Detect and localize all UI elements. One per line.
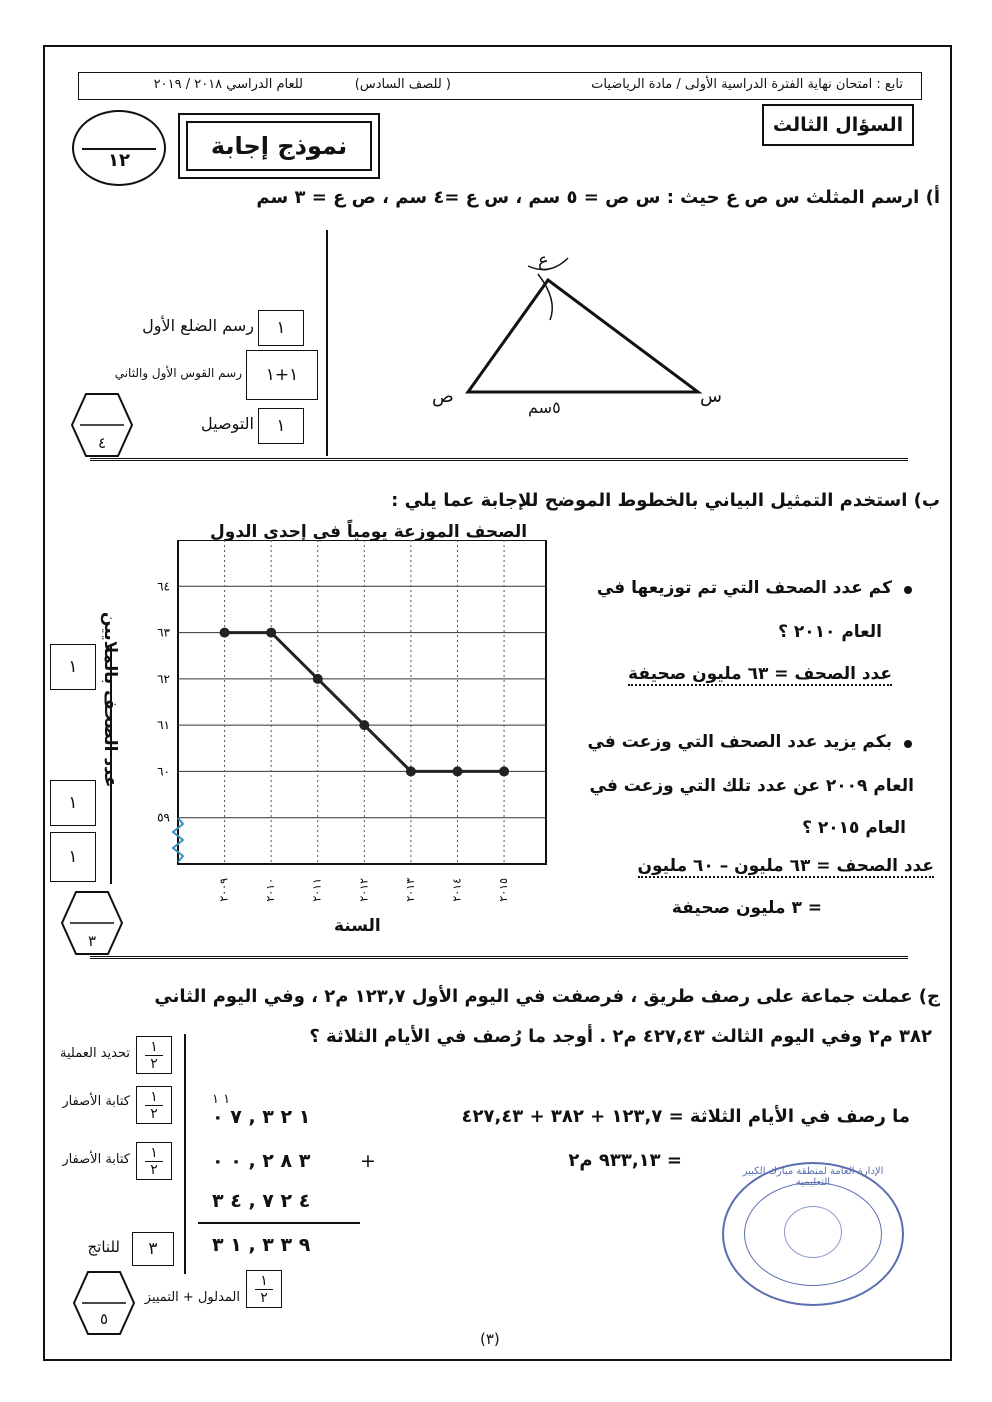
- rubric-a-score-1: ١: [258, 310, 304, 346]
- stamp-emblem-icon: [784, 1206, 842, 1258]
- total-score-circle: [72, 110, 166, 186]
- y-tick-label: ٦٢: [157, 671, 170, 686]
- part-c-answer-line2: = ٩٣٣,١٣ م٢: [568, 1150, 682, 1171]
- part-b-divider: [110, 644, 112, 884]
- data-point: [406, 766, 416, 776]
- header-grade: ( للصف السادس): [354, 77, 451, 92]
- line-chart: [130, 540, 560, 910]
- data-point: [266, 628, 276, 638]
- q1-answer: عدد الصحف = ٦٣ مليون صحيفة: [628, 664, 892, 684]
- x-tick-label: ٢٠١٢: [357, 878, 371, 902]
- y-tick-label: ٦٠: [157, 764, 170, 779]
- q2-line3: العام ٢٠١٥ ؟: [802, 818, 906, 838]
- vertex-top-label: ع: [538, 250, 549, 271]
- section-c-score: ٥: [99, 1310, 109, 1328]
- section-b-score: ٣: [87, 932, 97, 950]
- x-tick-label: ٢٠٠٩: [217, 878, 231, 902]
- chart-plot-area: [178, 540, 546, 864]
- base-length-label: ٥سم: [528, 398, 561, 417]
- part-c-divider: [184, 1034, 186, 1274]
- bullet-2: [904, 740, 912, 748]
- x-tick-label: ٢٠١٣: [403, 878, 417, 902]
- part-c-answer-line1: ما رصف في الأيام الثلاثة = ١٢٣,٧ + ٣٨٢ + ٤٢٧,٤٣: [461, 1106, 910, 1127]
- bullet-1: [904, 586, 912, 594]
- q2-answer2: = ٣ مليون صحيفة: [671, 898, 822, 918]
- data-point: [359, 720, 369, 730]
- q2-answer1: عدد الصحف = ٦٣ مليون – ٦٠ مليون: [637, 856, 934, 876]
- part-c-prompt-line1: ج) عملت جماعة على رصف طريق ، فرصفت في اليوم الأول ١٢٣,٧ م٢ ، وفي اليوم الثاني: [154, 986, 940, 1007]
- official-stamp: [722, 1162, 904, 1306]
- vertex-right-label: س: [700, 386, 722, 407]
- rubric-a-label-2: رسم القوس الأول والثاني: [114, 366, 242, 380]
- question-title: السؤال الثالث: [762, 104, 914, 146]
- chart-y-label: عدد الصحف بالملايين: [100, 612, 120, 788]
- y-tick-label: ٦٤: [157, 579, 170, 594]
- q2-line2: العام ٢٠٠٩ عن عدد تلك التي وزعت في: [589, 776, 914, 796]
- header-year: للعام الدراسي ٢٠١٨ / ٢٠١٩: [153, 77, 303, 92]
- chart-title: الصحف الموزعة يومياً في إحدى الدول: [210, 522, 528, 542]
- addend-1: ١ ٢ ٣ , ٧ ٠: [212, 1106, 311, 1128]
- rubric-c-score-3: ١ ٢: [136, 1142, 172, 1180]
- rubric-c-label-4: للناتج: [87, 1238, 120, 1256]
- part-c-prompt-line2: ٣٨٢ م٢ وفي اليوم الثالث ٤٢٧,٤٣ م٢ . أوجد ما رُصف في الأيام الثلاثة ؟: [309, 1026, 932, 1047]
- separator-2: [90, 956, 908, 959]
- y-tick-label: ٦١: [157, 718, 170, 733]
- x-tick-label: ٢٠١٤: [450, 878, 464, 902]
- section-a-score: ٤: [97, 434, 107, 452]
- data-point: [220, 628, 230, 638]
- exam-header: [78, 72, 922, 100]
- q2-line1: بكم يزيد عدد الصحف التي وزعت في: [587, 732, 892, 752]
- q1-line2: العام ٢٠١٠ ؟: [778, 622, 882, 642]
- x-tick-label: ٢٠١٠: [264, 878, 278, 902]
- rubric-a-score-2: ١+١: [246, 350, 318, 400]
- sum-line: [198, 1222, 360, 1224]
- plus-sign: +: [360, 1150, 376, 1172]
- rubric-c-score-2: ١ ٢: [136, 1086, 172, 1124]
- answer-key-frame: [178, 113, 380, 179]
- data-point: [313, 674, 323, 684]
- addend-2: ٣ ٨ ٢ , ٠ ٠: [212, 1150, 311, 1172]
- rubric-c-label-3: كتابة الأصفار: [62, 1152, 130, 1167]
- vertex-left-label: ص: [432, 386, 454, 407]
- rubric-b-score-1: ١: [50, 644, 96, 690]
- page-number: (٣): [480, 1330, 500, 1348]
- carry-digits: ١ ١: [212, 1092, 231, 1107]
- rubric-c-label-2: كتابة الأصفار: [62, 1094, 130, 1109]
- x-tick-label: ٢٠١١: [310, 878, 324, 902]
- answer-key-title: نموذج إجابة: [186, 121, 372, 171]
- data-point: [452, 766, 462, 776]
- rubric-a-score-3: ١: [258, 408, 304, 444]
- header-exam-title: تابع : امتحان نهاية الفترة الدراسية الأولى / مادة الرياضيات: [591, 77, 903, 92]
- total-score: ١٢: [108, 150, 130, 171]
- part-a-prompt: أ) ارسم المثلث س ص ع حيث : س ص = ٥ سم ، س ع =٤ سم ، ص ع = ٣ سم: [256, 187, 940, 208]
- y-tick-label: ٥٩: [157, 810, 170, 825]
- separator-1: [90, 458, 908, 461]
- part-a-divider: [326, 230, 328, 456]
- addend-3: ٤ ٢ ٧ , ٤ ٣: [212, 1190, 311, 1212]
- data-point: [499, 766, 509, 776]
- rubric-a-label-1: رسم الضلع الأول: [142, 316, 254, 335]
- stamp-text: الإدارة العامة لمنطقة مبارك الكبير التعليمية: [742, 1166, 884, 1188]
- rubric-a-label-3: التوصيل: [201, 414, 254, 433]
- chart-x-label: السنة: [334, 916, 381, 936]
- y-tick-label: ٦٣: [157, 625, 170, 640]
- rubric-b-score-2: ١: [50, 780, 96, 826]
- rubric-c-score-1: ١ ٢: [136, 1036, 172, 1074]
- q1-line1: كم عدد الصحف التي تم توزيعها في: [596, 578, 892, 598]
- rubric-c-score-4: ٣: [132, 1232, 174, 1266]
- rubric-c-score-5: ١ ٢: [246, 1270, 282, 1308]
- part-b-prompt: ب) استخدم التمثيل البياني بالخطوط الموضح للإجابة عما يلي :: [391, 490, 940, 511]
- rubric-c-label-1: تحديد العملية: [60, 1046, 130, 1061]
- x-tick-label: ٢٠١٥: [497, 878, 511, 902]
- rubric-b-score-3: ١: [50, 832, 96, 882]
- sum-result: ٩ ٣ ٣ , ١ ٣: [212, 1234, 311, 1256]
- rubric-c-label-5: المدلول + التمييز: [144, 1290, 240, 1305]
